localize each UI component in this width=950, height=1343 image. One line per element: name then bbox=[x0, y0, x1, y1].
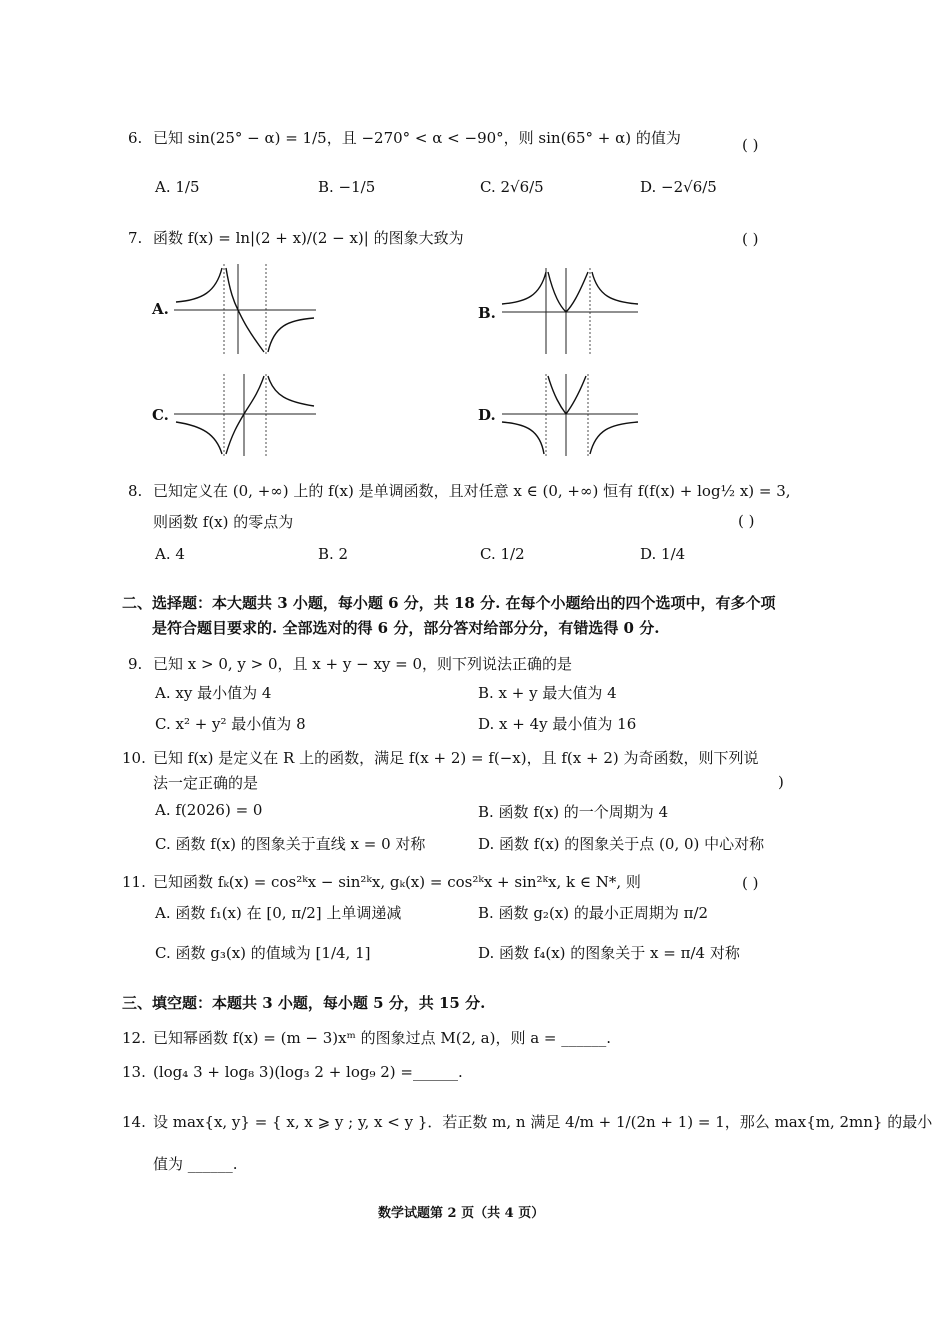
q8-stem-line2: 则函数 f(x) 的零点为 bbox=[153, 513, 294, 531]
q10-stem-line2: 法一定正确的是 bbox=[153, 774, 259, 792]
q9-option-d: D. x + 4y 最小值为 16 bbox=[478, 715, 637, 733]
q8-option-b: B. 2 bbox=[318, 545, 349, 563]
q7-graph-b bbox=[500, 266, 640, 356]
q8-option-d: D. 1/4 bbox=[640, 545, 686, 563]
q11-number: 11. bbox=[122, 873, 146, 891]
q9-option-b: B. x + y 最大值为 4 bbox=[478, 684, 617, 702]
q9-stem: 已知 x > 0, y > 0，且 x + y − xy = 0，则下列说法正确的是 bbox=[153, 655, 573, 673]
q10-stem-line1: 已知 f(x) 是定义在 R 上的函数，满足 f(x + 2) = f(−x)，且 f(x + 2) 为奇函数，则下列说 bbox=[153, 749, 759, 767]
q7-number: 7. bbox=[128, 229, 143, 247]
q6-answer-paren: ( ) bbox=[742, 136, 759, 154]
q12-stem: 已知幂函数 f(x) = (m − 3)xᵐ 的图象过点 M(2, a)，则 a = ______. bbox=[153, 1029, 612, 1047]
q8-option-c: C. 1/2 bbox=[480, 545, 525, 563]
q14-number: 14. bbox=[122, 1113, 146, 1131]
q14-stem-line2: 值为 ______. bbox=[153, 1155, 238, 1173]
q7-graph-a bbox=[172, 262, 318, 356]
q6-number: 6. bbox=[128, 129, 143, 147]
q7-graph-label-a: A. bbox=[152, 300, 169, 318]
q12-number: 12. bbox=[122, 1029, 146, 1047]
q7-graph-label-d: D. bbox=[478, 406, 496, 424]
q9-number: 9. bbox=[128, 655, 143, 673]
q7-graph-label-c: C. bbox=[152, 406, 169, 424]
q10-option-a: A. f(2026) = 0 bbox=[155, 801, 263, 819]
q10-option-b: B. 函数 f(x) 的一个周期为 4 bbox=[478, 803, 669, 821]
q10-answer-paren: ) bbox=[778, 773, 784, 791]
q6-option-a: A. 1/5 bbox=[155, 178, 200, 196]
q11-option-b: B. 函数 g₂(x) 的最小正周期为 π/2 bbox=[478, 904, 709, 922]
q6-option-b: B. −1/5 bbox=[318, 178, 376, 196]
q8-answer-paren: ( ) bbox=[738, 512, 755, 530]
q10-option-c: C. 函数 f(x) 的图象关于直线 x = 0 对称 bbox=[155, 835, 426, 853]
q8-stem-line1: 已知定义在 (0, +∞) 上的 f(x) 是单调函数，且对任意 x ∈ (0, +∞) 恒有 f(f(x) + log½ x) = 3, bbox=[153, 482, 791, 500]
q6-stem: 已知 sin(25° − α) = 1/5，且 −270° < α < −90°，则 sin(65° + α) 的值为 bbox=[153, 129, 681, 147]
q6-option-d: D. −2√6/5 bbox=[640, 178, 717, 196]
q7-graph-label-b: B. bbox=[478, 304, 496, 322]
q7-graph-d bbox=[500, 372, 640, 458]
q7-answer-paren: ( ) bbox=[742, 230, 759, 248]
q6-option-c: C. 2√6/5 bbox=[480, 178, 544, 196]
q7-stem: 函数 f(x) = ln|(2 + x)/(2 − x)| 的图象大致为 bbox=[153, 229, 464, 247]
q10-option-d: D. 函数 f(x) 的图象关于点 (0, 0) 中心对称 bbox=[478, 835, 765, 853]
q10-number: 10. bbox=[122, 749, 146, 767]
q7-graph-c bbox=[172, 372, 318, 458]
section-2-heading-line1: 二、选择题：本大题共 3 小题，每小题 6 分，共 18 分. 在每个小题给出的四个选项中，有多个项 bbox=[122, 594, 776, 612]
q11-option-d: D. 函数 f₄(x) 的图象关于 x = π/4 对称 bbox=[478, 944, 740, 962]
q8-option-a: A. 4 bbox=[155, 545, 185, 563]
section-2-heading-line2: 是符合题目要求的. 全部选对的得 6 分，部分答对给部分分，有错选得 0 分. bbox=[152, 619, 660, 637]
q11-stem: 已知函数 fₖ(x) = cos²ᵏx − sin²ᵏx, gₖ(x) = cos²ᵏx + sin²ᵏx, k ∈ N*, 则 bbox=[153, 873, 641, 891]
page-footer: 数学试题第 2 页（共 4 页） bbox=[378, 1206, 545, 1221]
q9-option-c: C. x² + y² 最小值为 8 bbox=[155, 715, 306, 733]
q11-option-a: A. 函数 f₁(x) 在 [0, π/2] 上单调递减 bbox=[155, 904, 402, 922]
q13-number: 13. bbox=[122, 1063, 146, 1081]
q8-number: 8. bbox=[128, 482, 143, 500]
q13-stem: (log₄ 3 + log₈ 3)(log₃ 2 + log₉ 2) =______. bbox=[153, 1063, 463, 1081]
q11-option-c: C. 函数 g₃(x) 的值域为 [1/4, 1] bbox=[155, 944, 371, 962]
section-3-heading: 三、填空题：本题共 3 小题，每小题 5 分，共 15 分. bbox=[122, 994, 486, 1012]
q11-answer-paren: ( ) bbox=[742, 874, 759, 892]
q9-option-a: A. xy 最小值为 4 bbox=[155, 684, 272, 702]
q14-stem-line1: 设 max{x, y} = { x, x ⩾ y ; y, x < y }．若正数 m, n 满足 4/m + 1/(2n + 1) = 1，那么 max{m, 2mn} 的最小 bbox=[153, 1113, 933, 1131]
